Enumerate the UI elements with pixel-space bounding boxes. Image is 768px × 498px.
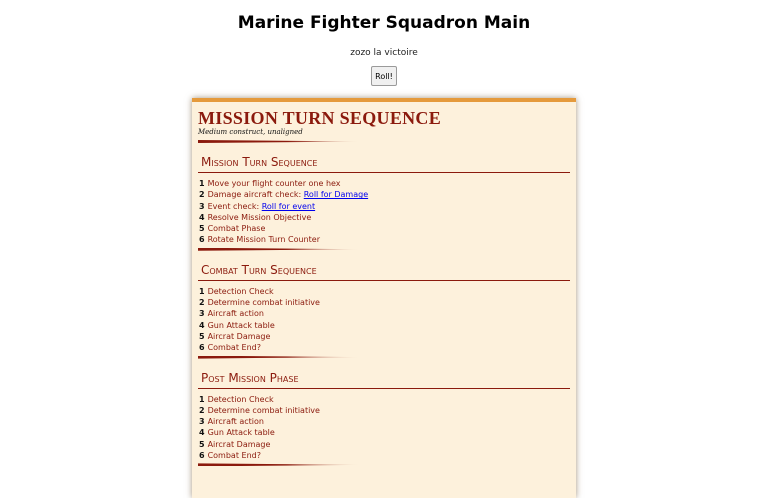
- list-item: 5 Aircrat Damage: [199, 331, 271, 341]
- tapered-rule: [198, 248, 360, 251]
- list-item: 5 Aircrat Damage: [199, 439, 271, 449]
- list-item: 1 Move your flight counter one hex: [199, 179, 341, 188]
- combat-turn-steps: [198, 286, 570, 354]
- list-item: 1 Detection Check: [199, 394, 274, 404]
- roll-button[interactable]: Roll!: [371, 66, 397, 86]
- tapered-rule: [198, 356, 360, 359]
- list-item: 6 Combat End?: [199, 451, 261, 461]
- list-item: 3 Aircraft action: [199, 309, 264, 319]
- section-heading-combat-turn: Combat Turn Sequence: [198, 263, 570, 281]
- list-item: 4 Gun Attack table: [199, 428, 275, 438]
- list-item: 2 Determine combat initiative: [199, 405, 320, 415]
- section-heading-mission-turn: Mission Turn Sequence: [198, 155, 570, 173]
- stat-block-card: [192, 98, 576, 498]
- roll-for-damage-link[interactable]: Roll for Damage: [303, 190, 369, 200]
- list-item: 4 Resolve Mission Objective: [199, 212, 312, 222]
- roll-for-event-link[interactable]: Roll for event: [261, 201, 316, 211]
- tapered-rule: [198, 463, 360, 466]
- post-mission-steps: [198, 394, 570, 462]
- list-item: 2 Determine combat initiative: [199, 298, 320, 308]
- tapered-rule: [198, 140, 360, 143]
- list-item: 6 Rotate Mission Turn Counter: [199, 235, 320, 245]
- list-item: 6 Combat End?: [199, 343, 261, 353]
- list-item: 3 Aircraft action: [199, 417, 264, 427]
- list-item: 4 Gun Attack table: [199, 320, 275, 330]
- section-heading-post-mission: Post Mission Phase: [198, 371, 570, 389]
- card-title: MISSION TURN SEQUENCE: [198, 108, 442, 128]
- list-item: 2 Damage aircraft check: Roll for Damage: [199, 190, 369, 200]
- page-subtitle: zozo la victoire: [350, 48, 418, 58]
- page-title: Marine Fighter Squadron Main: [237, 13, 531, 33]
- list-item: 5 Combat Phase: [199, 224, 266, 234]
- list-item: 1 Detection Check: [199, 286, 274, 296]
- card-subtitle: Medium construct, unaligned: [198, 128, 303, 136]
- mission-turn-steps: [198, 178, 570, 246]
- list-item: 3 Event check: Roll for event: [199, 201, 316, 211]
